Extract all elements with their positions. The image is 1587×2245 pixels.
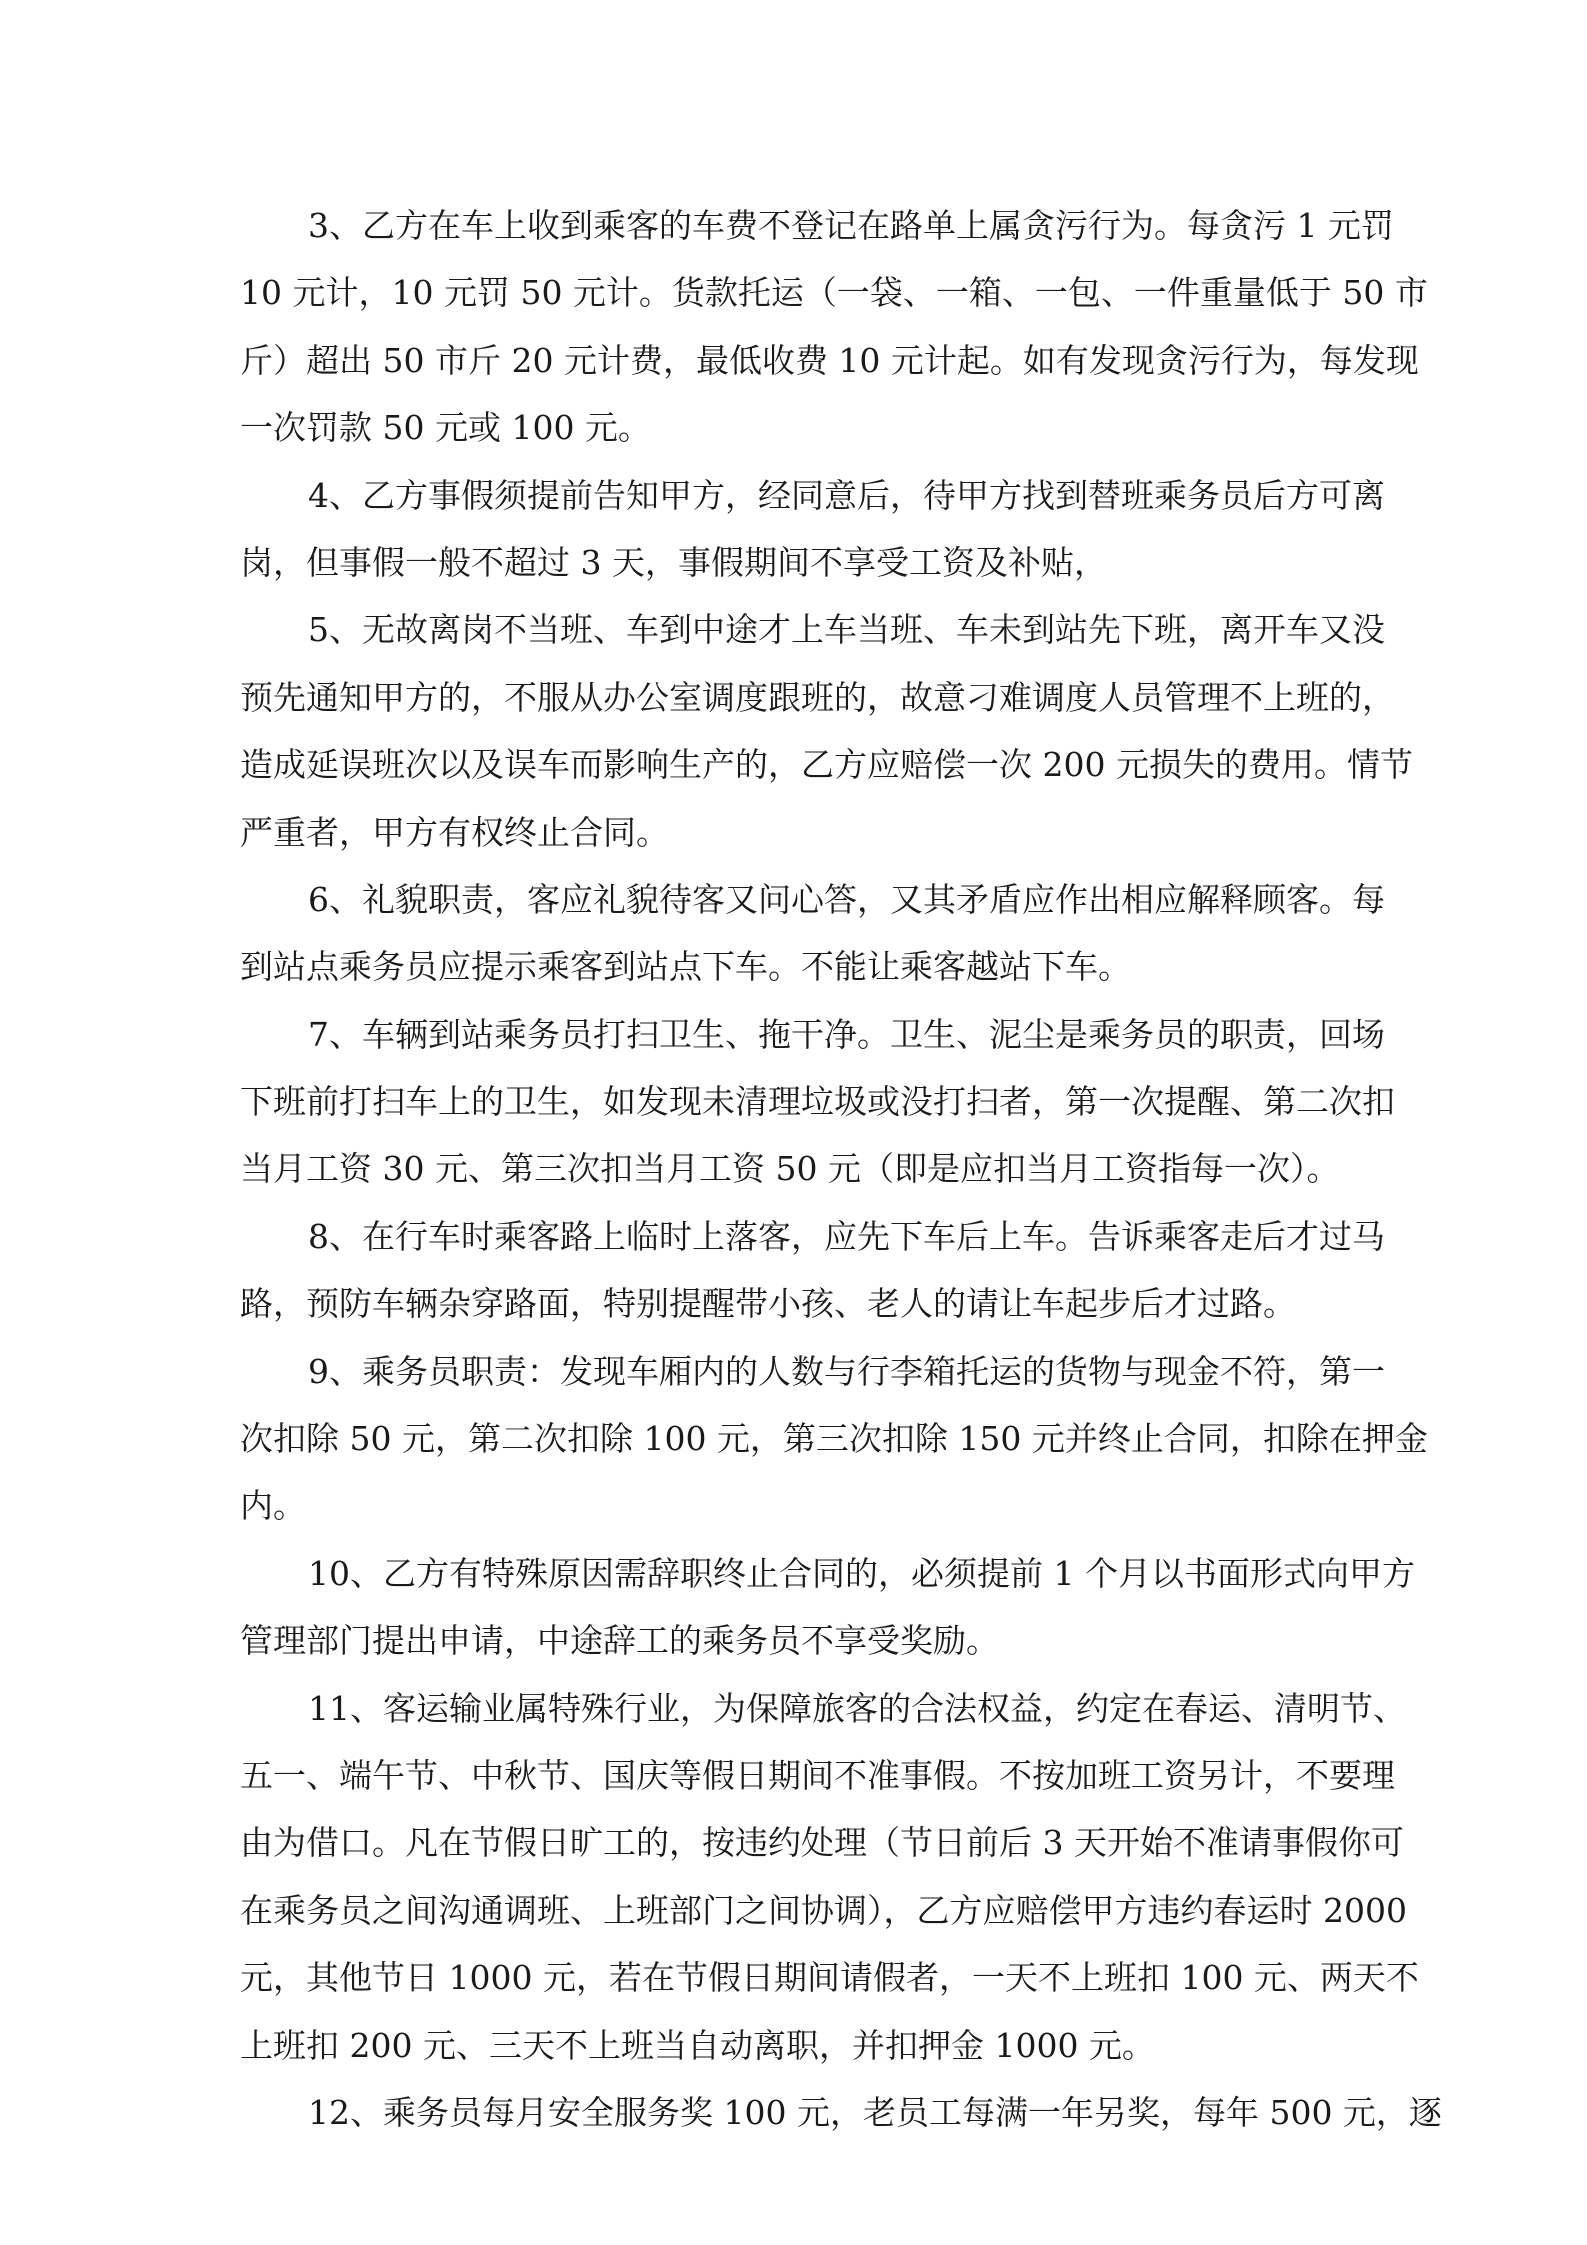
paragraph-clause-11 [240,1675,1419,2079]
text-line: 严重者，甲方有权终止合同。 [240,812,669,852]
text-line: 5、无故离岗不当班、车到中途才上车当班、车未到站先下班，离开车又没 [308,610,1385,650]
text-line: 预先通知甲方的，不服从办公室调度跟班的，故意刁难调度人员管理不上班的， [240,677,1395,717]
text-line: 路，预防车辆杂穿路面，特别提醒带小孩、老人的请让车起步后才过路。 [240,1284,1296,1324]
text-line: 造成延误班次以及误车而影响生产的，乙方应赔偿一次 200 元损失的费用。情节 [240,745,1413,785]
text-line: 由为借口。凡在节假日旷工的，按违约处理（节日前后 3 天开始不准请事假你可 [240,1823,1404,1863]
text-line: 10 元计，10 元罚 50 元计。货款托运（一袋、一箱、一包、一件重量低于 50 市 [240,273,1428,313]
document-body [240,192,1442,2146]
text-line: 8、在行车时乘客路上临时上落客，应先下车后上车。告诉乘客走后才过马 [308,1216,1385,1256]
text-line: 到站点乘务员应提示乘客到站点下车。不能让乘客越站下车。 [240,947,1131,987]
text-line: 11、客运输业属特殊行业，为保障旅客的合法权益，约定在春运、清明节、 [308,1688,1406,1728]
text-line: 4、乙方事假须提前告知甲方，经同意后，待甲方找到替班乘务员后方可离 [308,475,1385,515]
paragraph-clause-5 [240,596,1413,866]
text-line: 12、乘务员每月安全服务奖 100 元，老员工每满一年另奖，每年 500 元，逐 [308,2092,1442,2132]
text-line: 10、乙方有特殊原因需辞职终止合同的，必须提前 1 个月以书面形式向甲方 [308,1553,1415,1593]
paragraph-clause-10 [240,1540,1415,1675]
text-line: 斤）超出 50 市斤 20 元计费，最低收费 10 元计起。如有发现贪污行为，每发现 [240,340,1419,380]
text-line: 下班前打扫车上的卫生，如发现未清理垃圾或没打扫者，第一次提醒、第二次扣 [240,1082,1395,1122]
text-line: 五一、端午节、中秋节、国庆等假日期间不准事假。不按加班工资另计，不要理 [240,1755,1395,1795]
text-line: 一次罚款 50 元或 100 元。 [240,408,651,448]
paragraph-clause-7 [240,1001,1395,1203]
paragraph-clause-8 [240,1203,1385,1338]
text-line: 7、车辆到站乘务员打扫卫生、拖干净。卫生、泥尘是乘务员的职责，回场 [308,1014,1385,1054]
text-line: 3、乙方在车上收到乘客的车费不登记在路单上属贪污行为。每贪污 1 元罚 [308,206,1394,245]
text-line: 9、乘务员职责：发现车厢内的人数与行李箱托运的货物与现金不符，第一 [308,1351,1385,1391]
paragraph-clause-6 [240,866,1385,1001]
text-line: 次扣除 50 元，第二次扣除 100 元，第三次扣除 150 元并终止合同，扣除在押金 [240,1419,1428,1459]
paragraph-clause-9 [240,1338,1428,1540]
text-line: 岗，但事假一般不超过 3 天，事假期间不享受工资及补贴， [240,542,1107,582]
text-line: 6、礼貌职责，客应礼貌待客又问心答，又其矛盾应作出相应解释顾客。每 [308,879,1385,919]
text-line: 在乘务员之间沟通调班、上班部门之间协调），乙方应赔偿甲方违约春运时 2000 [240,1890,1407,1930]
paragraph-clause-4 [240,462,1385,597]
paragraph-clause-3 [240,192,1428,462]
text-line: 管理部门提出申请，中途辞工的乘务员不享受奖励。 [240,1621,999,1661]
text-line: 当月工资 30 元、第三次扣当月工资 50 元（即是应扣当月工资指每一次）。 [240,1149,1340,1189]
text-line: 内。 [240,1486,306,1526]
text-line: 上班扣 200 元、三天不上班当自动离职，并扣押金 1000 元。 [240,2025,1155,2065]
paragraph-clause-12 [240,2079,1442,2146]
text-line: 元，其他节日 1000 元，若在节假日期间请假者，一天不上班扣 100 元、两天不 [240,1958,1419,1998]
